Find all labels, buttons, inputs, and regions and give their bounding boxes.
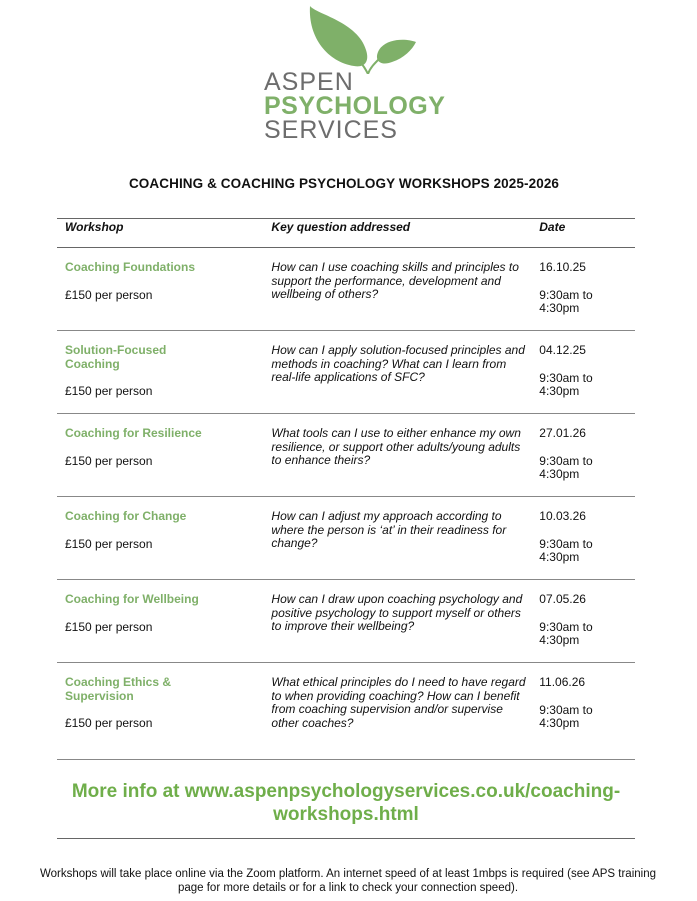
table-row [57, 497, 635, 580]
workshop-time: 9:30am to 4:30pm [539, 370, 593, 398]
brand-line-3: SERVICES [264, 116, 398, 144]
workshop-time: 9:30am to 4:30pm [539, 702, 593, 730]
date-cell [531, 331, 635, 414]
workshop-date: 16.10.25 [539, 260, 586, 274]
question-cell [263, 414, 531, 497]
table-header-row [57, 219, 635, 248]
leaf-icon [298, 4, 428, 74]
date-cell [531, 248, 635, 331]
date-cell [531, 414, 635, 497]
question-cell [263, 663, 531, 760]
brand-name [264, 70, 464, 142]
workshop-name: Coaching for Wellbeing [65, 592, 199, 606]
workshop-price: £150 per person [65, 453, 153, 468]
question-cell [263, 580, 531, 663]
key-question: What tools can I use to either enhance my own resilience, or support other adults/young adults to enhance theirs? [271, 426, 521, 467]
question-cell [263, 497, 531, 580]
brand-line-2: PSYCHOLOGY [264, 92, 446, 120]
table-row [57, 663, 635, 760]
workshop-name: Coaching Ethics & Supervision [65, 675, 172, 703]
workshop-price: £150 per person [65, 384, 153, 398]
key-question: How can I use coaching skills and principles to support the performance, development and wellbeing of others? [271, 260, 519, 301]
date-cell [531, 580, 635, 663]
date-cell [531, 663, 635, 760]
question-cell [263, 248, 531, 331]
footer-note: Workshops will take place online via the Zoom platform. An internet speed of at least 1mbps is required (see APS training page for more details or for a link to check your connection speed). [40, 868, 656, 894]
table-row [57, 414, 635, 497]
header-key-question: Key question addressed [263, 219, 531, 248]
key-question: How can I apply solution-focused principles and methods in coaching? What can I learn from real-life applications of SFC? [271, 343, 525, 384]
workshop-date: 11.06.26 [539, 675, 586, 689]
workshop-date: 07.05.26 [539, 592, 586, 606]
table-row [57, 580, 635, 663]
workshop-cell [57, 580, 263, 663]
workshop-time: 9:30am to 4:30pm [539, 287, 593, 315]
workshop-cell [57, 331, 263, 414]
table-row [57, 331, 635, 414]
workshop-date: 10.03.26 [539, 509, 586, 523]
more-info-link[interactable]: More info at www.aspenpsychologyservices.co.uk/coaching-workshops.html [71, 781, 621, 825]
workshop-name: Solution-Focused Coaching [65, 343, 167, 371]
workshop-date: 27.01.26 [539, 426, 586, 440]
workshop-time: 9:30am to 4:30pm [539, 536, 593, 564]
workshop-price: £150 per person [65, 536, 153, 551]
workshop-cell [57, 248, 263, 331]
divider [57, 838, 635, 839]
workshop-price: £150 per person [65, 287, 153, 302]
workshop-name: Coaching for Change [65, 509, 187, 523]
workshop-time: 9:30am to 4:30pm [539, 619, 593, 647]
workshop-name: Coaching Foundations [65, 260, 195, 274]
header-date: Date [531, 219, 635, 248]
workshop-price: £150 per person [65, 716, 153, 730]
workshop-date: 04.12.25 [539, 343, 586, 357]
key-question: What ethical principles do I need to have regard to when providing coaching? How can I benefit from coaching supervision and/or supervise other coaches? [271, 675, 526, 730]
workshop-price: £150 per person [65, 619, 153, 634]
workshop-cell [57, 414, 263, 497]
workshop-name: Coaching for Resilience [65, 426, 202, 440]
workshops-table [57, 218, 635, 760]
workshop-time: 9:30am to 4:30pm [539, 453, 593, 481]
workshop-cell [57, 497, 263, 580]
page-title: COACHING & COACHING PSYCHOLOGY WORKSHOPS 2025-2026 [128, 176, 560, 191]
key-question: How can I adjust my approach according to where the person is ‘at’ in their readiness for change? [271, 509, 507, 550]
key-question: How can I draw upon coaching psychology and positive psychology to support myself or others to improve their wellbeing? [271, 592, 523, 633]
question-cell [263, 331, 531, 414]
brand-line-1: ASPEN [264, 68, 354, 96]
header-workshop: Workshop [57, 219, 263, 248]
logo [0, 0, 697, 150]
table-row [57, 248, 635, 331]
date-cell [531, 497, 635, 580]
workshop-cell [57, 663, 263, 760]
